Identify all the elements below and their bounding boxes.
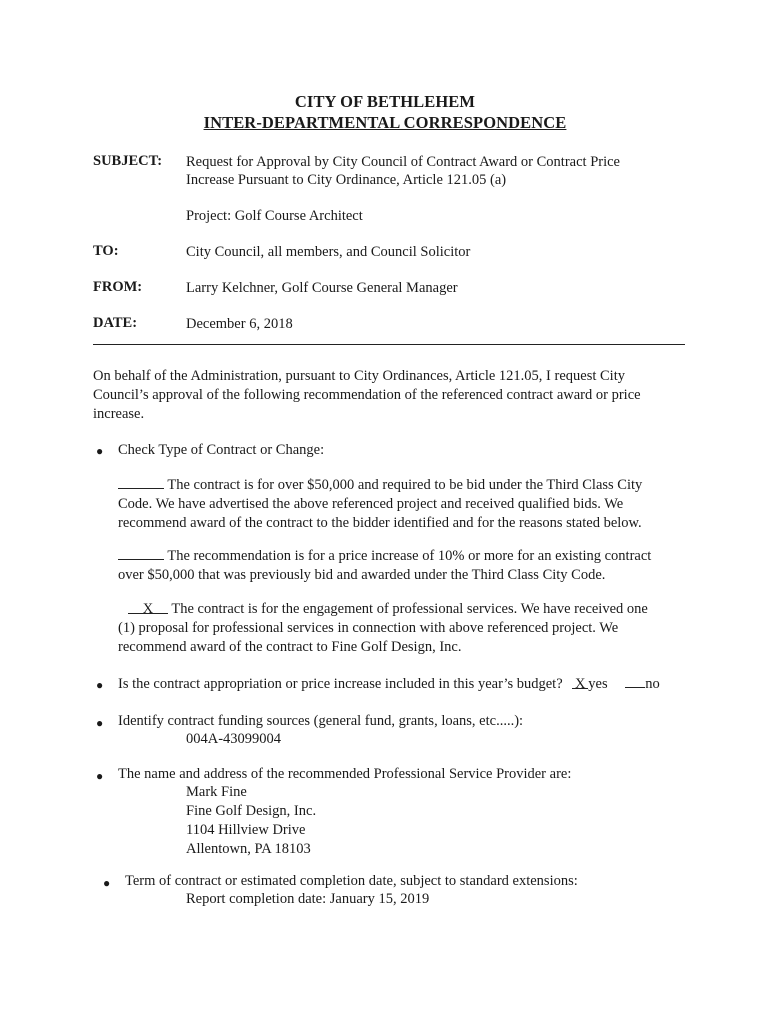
intro-line-3: increase. <box>93 406 145 422</box>
option-3-line-1: The contract is for the engagement of professional services. We have received one <box>171 601 648 617</box>
bullet-icon: ● <box>96 769 104 783</box>
option-3-line-2: (1) proposal for professional services in connection with above referenced project. We <box>118 620 619 636</box>
provider-company: Fine Golf Design, Inc. <box>186 803 317 819</box>
option-2-checkbox[interactable] <box>118 546 164 560</box>
budget-no-checkbox[interactable] <box>625 674 645 688</box>
intro-line-2: Council’s approval of the following recommendation of the referenced contract award or price <box>93 387 641 403</box>
term-value: Report completion date: January 15, 2019 <box>186 891 430 907</box>
bullet-icon: ● <box>103 876 111 890</box>
header-divider <box>93 344 685 345</box>
option-1-line-3: recommend award of the contract to the bidder identified and for the reasons stated below. <box>118 515 642 531</box>
provider-label: The name and address of the recommended Professional Service Provider are: <box>118 766 572 782</box>
date-label: DATE: <box>93 315 138 331</box>
option-2-line-1: The recommendation is for a price increase of 10% or more for an existing contract <box>167 548 652 564</box>
option-1-checkbox[interactable] <box>118 475 164 489</box>
provider-city: Allentown, PA 18103 <box>186 841 311 857</box>
provider-address <box>186 783 316 859</box>
funding-label: Identify contract funding sources (general fund, grants, loans, etc.....): <box>118 713 524 729</box>
subject-line-2: Increase Pursuant to City Ordinance, Article 121.05 (a) <box>186 172 507 188</box>
option-1-line-1: The contract is for over $50,000 and required to be bid under the Third Class City <box>167 477 643 493</box>
subject-value <box>186 153 666 189</box>
term-label: Term of contract or estimated completion date, subject to standard extensions: <box>125 873 578 889</box>
subject-line-1: Request for Approval by City Council of Contract Award or Contract Price <box>186 154 620 170</box>
provider-street: 1104 Hillview Drive <box>186 822 306 838</box>
option-3 <box>118 600 698 657</box>
intro-paragraph <box>93 367 693 424</box>
from-label: FROM: <box>93 279 143 295</box>
date-value: December 6, 2018 <box>186 316 293 332</box>
correspondence-title: INTER-DEPARTMENTAL CORRESPONDENCE <box>203 113 567 132</box>
budget-question: Is the contract appropriation or price increase included in this year’s budget? <box>118 676 563 692</box>
budget-yes-label: yes <box>588 676 608 692</box>
option-2 <box>118 546 698 585</box>
option-1 <box>118 475 698 533</box>
to-label: TO: <box>93 243 119 259</box>
funding-value: 004A-43099004 <box>186 731 282 747</box>
to-value: City Council, all members, and Council Solicitor <box>186 244 471 260</box>
project-value: Project: Golf Course Architect <box>186 208 363 224</box>
bullet-icon: ● <box>96 444 104 458</box>
budget-question-row <box>118 674 708 694</box>
option-3-line-3: recommend award of the contract to Fine Golf Design, Inc. <box>118 639 462 655</box>
bullet-icon: ● <box>96 678 104 692</box>
bullet-icon: ● <box>96 716 104 730</box>
option-3-checkbox[interactable]: X <box>128 600 168 614</box>
budget-yes-checkbox[interactable]: X <box>572 675 588 689</box>
city-title: CITY OF BETHLEHEM <box>294 92 476 111</box>
from-value: Larry Kelchner, Golf Course General Manager <box>186 280 458 296</box>
intro-line-1: On behalf of the Administration, pursuant to City Ordinances, Article 121.05, I request City <box>93 368 625 384</box>
check-type-label: Check Type of Contract or Change: <box>118 442 325 458</box>
subject-label: SUBJECT: <box>93 153 163 169</box>
budget-no-label: no <box>645 676 660 692</box>
option-2-line-2: over $50,000 that was previously bid and awarded under the Third Class City Code. <box>118 567 606 583</box>
option-1-line-2: Code. We have advertised the above referenced project and received qualified bids. We <box>118 496 624 512</box>
provider-name: Mark Fine <box>186 784 247 800</box>
